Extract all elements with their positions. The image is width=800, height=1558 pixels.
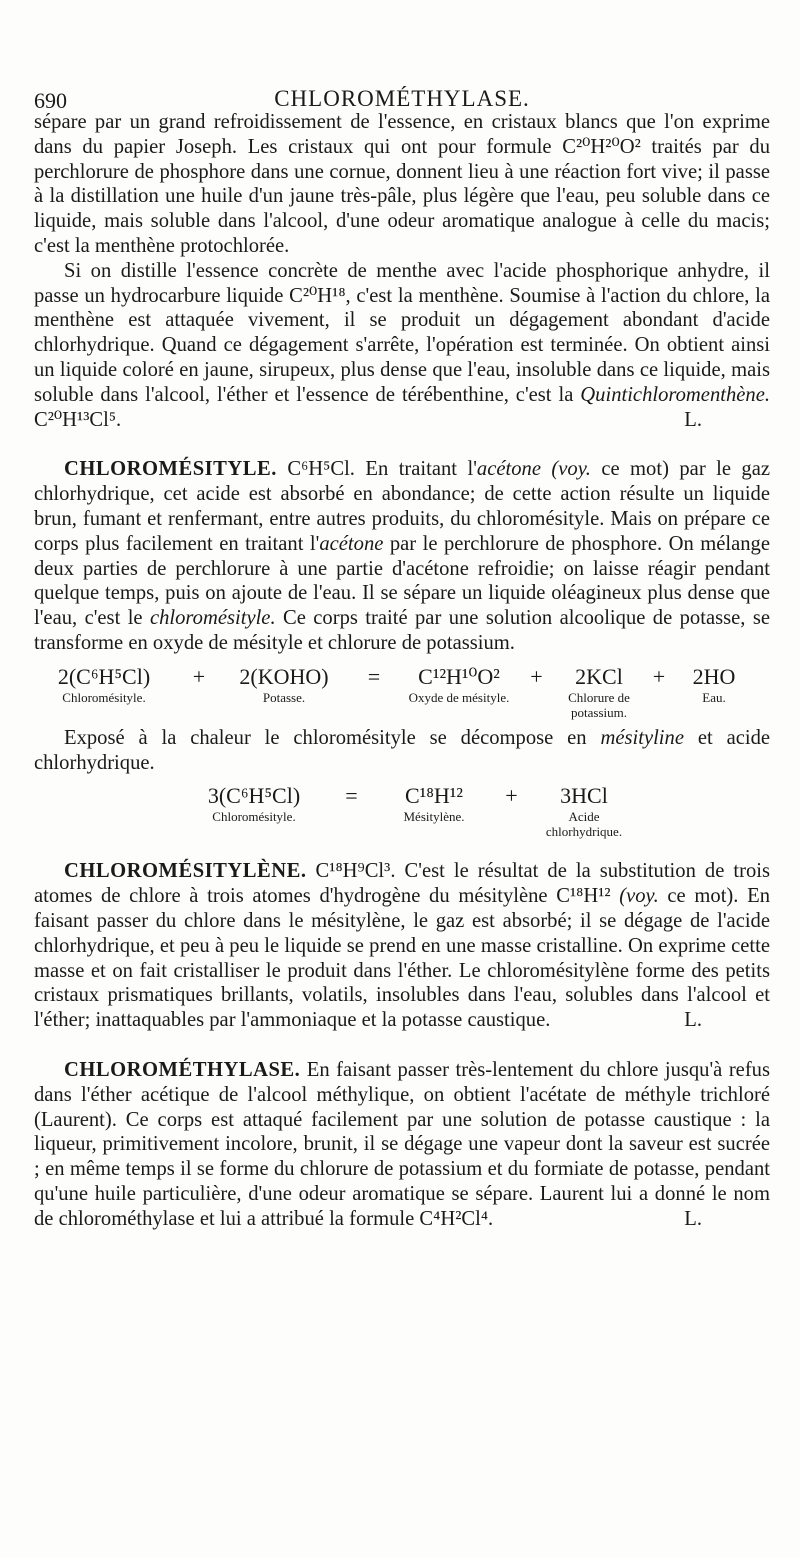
page [34, 0, 770, 1231]
author-signature: L. [684, 1207, 702, 1230]
eq-term: C¹⁸H¹² [404, 783, 464, 809]
eq-term: 3HCl [560, 783, 608, 809]
entry-heading: CHLOROMÉTHYLASE. [64, 1058, 301, 1081]
eq-caption: Oxyde de mésityle. [408, 689, 510, 705]
equation-captions [34, 690, 770, 720]
eq-op: = [345, 783, 358, 809]
entry-heading: CHLOROMÉSITYLÈNE. [64, 860, 307, 883]
eq-term: 2(KOHO) [239, 663, 329, 689]
eq-op: = [367, 663, 381, 689]
equation-chloromesityle-potasse [34, 664, 770, 720]
page-number: 690 [34, 88, 67, 113]
eq-op: + [652, 663, 666, 689]
equation-terms [184, 783, 770, 809]
equation-terms [34, 664, 770, 690]
paragraph-menthene-protochloree: sépare par un grand refroidissement de l'essence, en cristaux blancs que l'on exprime dans du papier Joseph. Les cristaux qui ont pour formule C²⁰H²⁰O² traités par du perchlorure de phosphore dans une cornue, donnent lieu à une réaction fort vive; il passe à la distillation une huile d'un jaune très-pâle, plus légère que l'eau, peu soluble dans ce liquide, mais soluble dans l'alcool, d'une odeur aromatique analogue à celle du macis; c'est la menthène protochlorée. [34, 111, 770, 257]
eq-term: 2KCl [575, 663, 623, 689]
eq-term: 2(C⁶H⁵Cl) [57, 663, 151, 689]
paragraph-decomposition: Exposé à la chaleur le chloromésityle se décompose en mésityline et acide chlorhydrique. [34, 726, 771, 774]
eq-term: C¹²H¹⁰O² [418, 663, 500, 689]
running-head [34, 0, 770, 113]
eq-caption: Potasse. [262, 689, 306, 705]
eq-op: + [530, 663, 543, 689]
running-title: CHLOROMÉTHYLASE. [274, 86, 530, 111]
eq-caption: Acide chlorhydrique. [545, 809, 623, 840]
eq-op: + [505, 783, 518, 809]
paragraph-quintichloromenthene: Si on distille l'essence concrète de menthe avec l'acide phosphorique anhydre, il passe un hydrocarbure liquide C²⁰H¹⁸, c'est la menthène. Soumise à l'action du chlore, la menthène est attaquée vivement, il se produit un dégagement abondant d'acide chlorhydrique. Quand ce dégagement s'arrête, l'opération est terminée. On obtient ainsi un liquide coloré en jaune, sirupeux, plus dense que l'eau, insoluble dans ce liquide, mais soluble dans l'alcool, l'éther et l'essence de térébenthine, c'est la Quintichloromenthène. C²⁰H¹³Cl⁵. L. [34, 259, 770, 431]
entry-heading: CHLOROMÉSITYLE. [64, 458, 277, 481]
author-signature: L. [684, 1009, 702, 1032]
author-signature: L. [684, 408, 702, 431]
eq-term: 3(C⁶H⁵Cl) [207, 783, 301, 809]
entry-chloromethylase: CHLOROMÉTHYLASE. En faisant passer très-lentement du chlore jusqu'à refus dans l'éther acétique de l'alcool méthylique, on obtient l'acétate de méthyle trichloré (Laurent). Ce corps est attaqué facilement par une solution de potasse caustique : la liqueur, primitivement incolore, brunit, il se dégage une vapeur dont la saveur est sucrée ; en même temps il se forme du chlorure de potassium et du formiate de potasse, pendant qu'une huile particulière, d'une odeur aromatique se sépare. Laurent lui a donné le nom de chlorométhylase et lui a attribué la formule C⁴H²Cl⁴. L. [34, 1058, 770, 1230]
eq-op: + [192, 663, 206, 689]
entry-chloromesitylene: CHLOROMÉSITYLÈNE. C¹⁸H⁹Cl³. C'est le résultat de la substitution de trois atomes de chlore à trois atomes d'hydrogène du mésitylène C¹⁸H¹² (voy. ce mot). En faisant passer du chlore dans le mésitylène, le gaz est absorbé; il se dégage de l'acide chlorhydrique, et peu à peu le liquide se prend en une masse cristalline. On exprime cette masse et on fait cristalliser le produit dans l'éther. Le chloromésitylène forme des petits cristaux prismatiques brillants, volatils, insolubles dans l'eau, solubles dans l'alcool et l'éther; inattaquables par l'ammoniaque et la potasse caustique. L. [34, 860, 771, 1032]
entry-chloromesityle: CHLOROMÉSITYLE. C⁶H⁵Cl. En traitant l'acétone (voy. ce mot) par le gaz chlorhydrique, cet acide est absorbé en abondance; de cette action résulte un liquide brun, fumant et renfermant, entre autres produits, du chloromésityle. Mais on prépare ce corps plus facilement en traitant l'acétone par le perchlorure de phosphore. On mélange deux parties de perchlorure à une partie d'acétone refroidie; on laisse réagir pendant quelque temps, puis on ajoute de l'eau. Il se sépare un liquide oléagineux plus dense que l'eau, c'est le chloromésityle. Ce corps traité par une solution alcoolique de potasse, se transforme en oxyde de mésityle et chlorure de potassium. [34, 458, 770, 654]
eq-caption: Chloromésityle. [62, 689, 146, 705]
equation-captions [184, 809, 770, 839]
eq-caption: Chloromésityle. [212, 809, 296, 825]
eq-caption: Eau. [702, 689, 726, 705]
eq-caption: Chlorure de potassium. [568, 689, 630, 720]
eq-caption: Mésitylène. [403, 809, 465, 825]
equation-mesitylene [184, 783, 770, 839]
eq-term: 2HO [692, 663, 736, 689]
